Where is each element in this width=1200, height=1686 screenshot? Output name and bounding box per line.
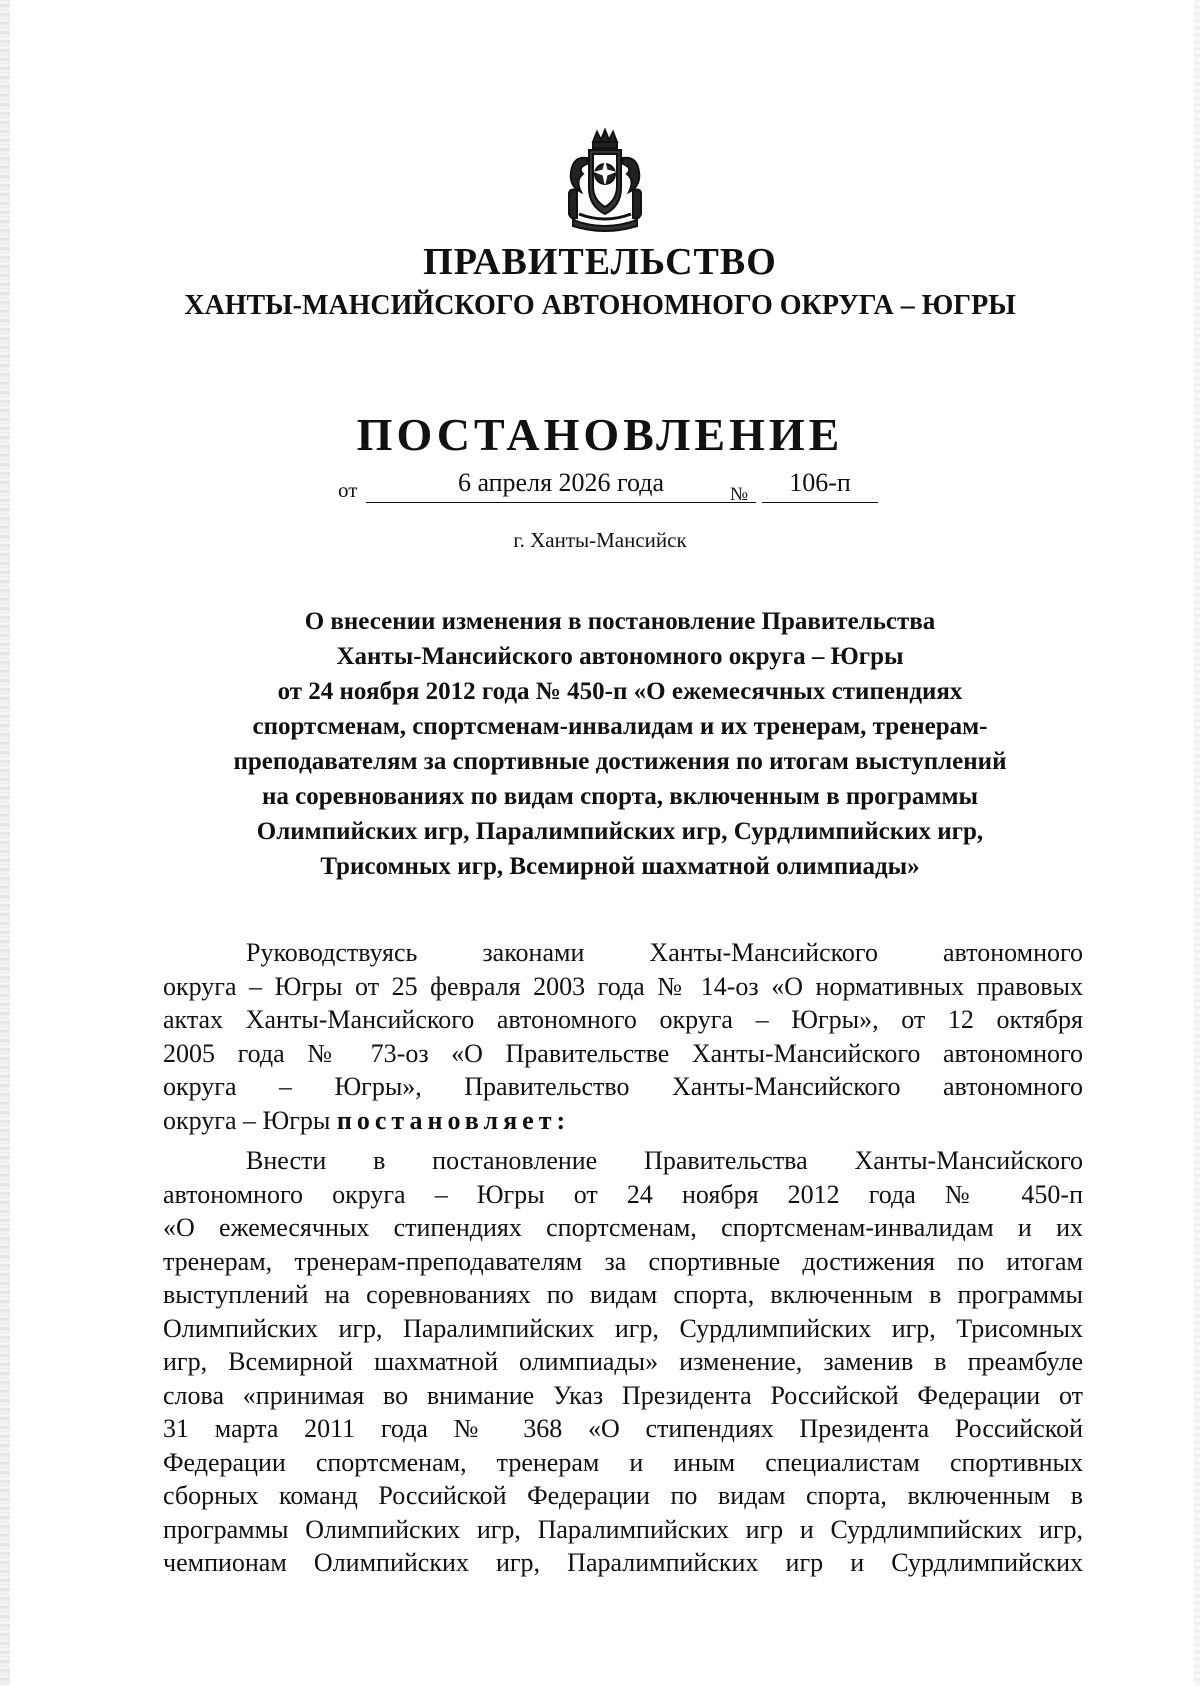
coat-of-arms-icon: [563, 128, 647, 232]
document-date: 6 апреля 2026 года: [366, 468, 756, 503]
paragraph-line: округа – Югры от 25 февраля 2003 года № 14-оз «О нормативных правовых: [163, 971, 1083, 1001]
paragraph-line: «О ежемесячных стипендиях спортсменам, спортсменам-инвалидам и их: [163, 1213, 1083, 1242]
paragraph-line: актах Ханты-Мансийского автономного округа – Югры», от 12 октября: [163, 1005, 1083, 1034]
subject-line: спортсменам, спортсменам-инвалидам и их тренерам, тренерам-: [252, 713, 988, 740]
paragraph-last-line: [163, 1104, 1083, 1138]
subject-line: Олимпийских игр, Паралимпийских игр, Сурдлимпийских игр,: [256, 818, 984, 845]
paragraph-line: автономного округа – Югры от 24 ноября 2012 года № 450-п: [163, 1179, 1083, 1209]
subject-line: на соревнованиях по видам спорта, включенным в программы: [261, 783, 979, 810]
paragraph-line: Внести в постановление Правительства Ханты-Мансийского: [246, 1146, 1083, 1175]
government-title: ПРАВИТЕЛЬСТВО: [423, 241, 777, 283]
paragraph-line: игр, Всемирной шахматной олимпиады» изменение, заменив в преамбуле: [163, 1347, 1083, 1376]
paragraph-line: Федерации спортсменам, тренерам и иным специалистам спортивных: [163, 1447, 1083, 1477]
subject-line: Ханты-Мансийского автономного округа – Югры: [336, 643, 904, 670]
date-number-line: [338, 468, 878, 508]
paragraph-legal-basis: [163, 936, 1083, 1137]
paragraph-line: программы Олимпийских игр, Паралимпийских игр и Сурдлимпийских игр,: [163, 1514, 1083, 1544]
city: г. Ханты-Мансийск: [513, 528, 687, 552]
paragraph-line: тренерам, тренерам-преподавателям за спортивные достижения по итогам: [163, 1246, 1083, 1276]
document-type: ПОСТАНОВЛЕНИЕ: [356, 409, 844, 460]
paragraph-line: 2005 года № 73-оз «О Правительстве Ханты-Мансийского автономного: [163, 1038, 1083, 1068]
subject-line: преподавателям за спортивные достижения по итогам выступлений: [233, 748, 1007, 775]
paragraph-line: 31 марта 2011 года № 368 «О стипендиях Президента Российской: [163, 1414, 1083, 1443]
paragraph-line: выступлений на соревнованиях по видам спорта, включенным в программы: [163, 1280, 1083, 1309]
subject-line: О внесении изменения в постановление Правительства: [304, 608, 936, 635]
number-sign: №: [730, 484, 749, 505]
paragraph-line: округа – Югры», Правительство Ханты-Мансийского автономного: [163, 1072, 1083, 1101]
paragraph-line: Олимпийских игр, Паралимпийских игр, Сурдлимпийских игр, Трисомных: [163, 1313, 1083, 1343]
date-prefix: от: [338, 478, 358, 502]
paragraph-amendment: [163, 1144, 1083, 1580]
subject-line: Трисомных игр, Всемирной шахматной олимпиады»: [320, 853, 920, 880]
region-title: ХАНТЫ-МАНСИЙСКОГО АВТОНОМНОГО ОКРУГА – ЮГРЫ: [184, 290, 1016, 321]
paragraph-line: Руководствуясь законами Ханты-Мансийского автономного: [246, 938, 1083, 967]
paragraph-line: слова «принимая во внимание Указ Президента Российской Федерации от: [163, 1380, 1083, 1410]
decree-word: постановляет:: [336, 1105, 571, 1135]
document-subject: [180, 604, 1060, 884]
paragraph-line: округа – Югры: [163, 1105, 331, 1135]
document-number: 106-п: [762, 468, 878, 503]
paragraph-line: сборных команд Российской Федерации по видам спорта, включенным в: [163, 1481, 1083, 1510]
paragraph-line: чемпионам Олимпийских игр, Паралимпийских игр и Сурдлимпийских: [163, 1548, 1083, 1577]
subject-line: от 24 ноября 2012 года № 450-п «О ежемесячных стипендиях: [277, 678, 963, 705]
